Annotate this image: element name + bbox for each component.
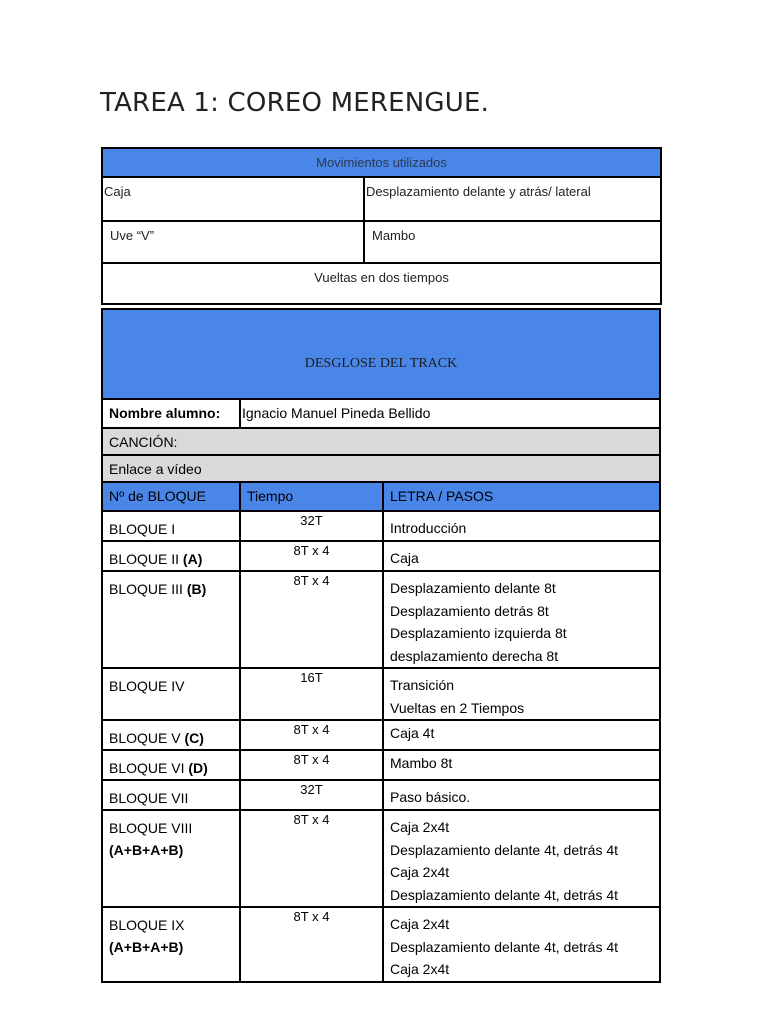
movimientos-table xyxy=(101,147,662,305)
pasos-cell xyxy=(383,720,660,750)
bloque-cell xyxy=(102,720,240,750)
paso-line: Caja 2x4t xyxy=(390,961,450,977)
bloque-cell xyxy=(102,780,240,810)
paso-line: Desplazamiento delante 8t xyxy=(390,580,556,596)
tiempo-cell: 32T xyxy=(240,780,383,810)
desglose-banner: DESGLOSE DEL TRACK xyxy=(102,309,660,399)
pasos-cell xyxy=(383,668,660,720)
desglose-table xyxy=(101,308,661,983)
bloque-name: BLOQUE IX xyxy=(109,917,185,933)
nombre-label: Nombre alumno: xyxy=(102,399,240,428)
column-header-bloque: Nº de BLOQUE xyxy=(102,482,240,511)
paso-line: Desplazamiento izquierda 8t xyxy=(390,625,567,641)
tiempo-cell: 8T x 4 xyxy=(240,750,383,780)
movimiento-cell: Mambo xyxy=(364,221,661,263)
bloque-cell xyxy=(102,907,240,982)
bloque-cell xyxy=(102,810,240,907)
bloque-cell xyxy=(102,511,240,541)
pasos-cell xyxy=(383,541,660,571)
paso-line: desplazamiento derecha 8t xyxy=(390,647,559,664)
tiempo-cell: 8T x 4 xyxy=(240,571,383,668)
table-row xyxy=(102,571,660,668)
column-header-pasos: LETRA / PASOS xyxy=(383,482,660,511)
movimiento-cell: Desplazamiento delante y atrás/ lateral xyxy=(364,177,661,221)
table-row xyxy=(102,780,660,810)
bloques-body xyxy=(102,511,660,982)
pasos-cell xyxy=(383,750,660,780)
tiempo-cell: 8T x 4 xyxy=(240,810,383,907)
paso-line: Caja 2x4t xyxy=(390,916,450,932)
pasos-cell xyxy=(383,780,660,810)
bloque-name: BLOQUE VIII xyxy=(109,820,193,836)
bloque-name: BLOQUE IV xyxy=(109,678,185,694)
table-row xyxy=(102,907,660,982)
pasos-cell xyxy=(383,810,660,907)
bloque-letter: (A) xyxy=(182,551,203,567)
table-row xyxy=(102,750,660,780)
pasos-cell xyxy=(383,571,660,668)
table-row xyxy=(102,810,660,907)
paso-line: Introducción xyxy=(390,520,467,536)
movimiento-cell: Uve “V” xyxy=(102,221,364,263)
table-row xyxy=(102,720,660,750)
movimientos-header: Movimientos utilizados xyxy=(102,148,661,177)
paso-line: Mambo 8t xyxy=(390,755,453,771)
paso-line: Desplazamiento detrás 8t xyxy=(390,602,549,619)
paso-line: Caja 2x4t xyxy=(390,819,450,835)
paso-line: Paso básico. xyxy=(390,789,471,805)
bloque-letter: (B) xyxy=(186,581,207,597)
paso-line: Desplazamiento delante 4t, detrás 4t xyxy=(390,886,619,903)
tiempo-cell: 8T x 4 xyxy=(240,541,383,571)
bloque-name: BLOQUE I xyxy=(109,521,176,537)
movimiento-cell: Vueltas en dos tiempos xyxy=(102,263,661,304)
bloque-letter: (A+B+A+B) xyxy=(109,842,184,858)
paso-line: Caja 4t xyxy=(390,725,435,741)
bloque-name: BLOQUE VI xyxy=(109,760,189,776)
page-title: TAREA 1: COREO MERENGUE. xyxy=(100,88,490,118)
nombre-value: Ignacio Manuel Pineda Bellido xyxy=(240,399,660,428)
table-row xyxy=(102,668,660,720)
table-row xyxy=(102,511,660,541)
bloque-letter: (C) xyxy=(184,730,204,746)
tiempo-cell: 32T xyxy=(240,511,383,541)
bloque-cell xyxy=(102,668,240,720)
movimiento-cell: Caja xyxy=(102,177,364,221)
tiempo-cell: 16T xyxy=(240,668,383,720)
paso-line: Caja xyxy=(390,550,419,566)
bloque-cell xyxy=(102,750,240,780)
bloque-cell xyxy=(102,541,240,571)
bloque-name: BLOQUE VII xyxy=(109,790,189,806)
bloque-name: BLOQUE V xyxy=(109,730,185,746)
paso-line: Vueltas en 2 Tiempos xyxy=(390,699,525,716)
tiempo-cell: 8T x 4 xyxy=(240,720,383,750)
paso-line: Desplazamiento delante 4t, detrás 4t xyxy=(390,841,619,858)
bloque-name: BLOQUE III xyxy=(109,581,187,597)
column-header-tiempo: Tiempo xyxy=(240,482,383,511)
enlace-video-label: Enlace a vídeo xyxy=(102,455,660,482)
bloque-cell xyxy=(102,571,240,668)
paso-line: Desplazamiento delante 4t, detrás 4t xyxy=(390,938,619,955)
paso-line: Transición xyxy=(390,677,455,693)
pasos-cell xyxy=(383,511,660,541)
tiempo-cell: 8T x 4 xyxy=(240,907,383,982)
table-row xyxy=(102,541,660,571)
bloque-letter: (D) xyxy=(188,760,208,776)
paso-line: Caja 2x4t xyxy=(390,864,450,880)
cancion-label: CANCIÓN: xyxy=(102,428,660,455)
bloque-letter: (A+B+A+B) xyxy=(109,939,184,955)
pasos-cell xyxy=(383,907,660,982)
bloque-name: BLOQUE II xyxy=(109,551,183,567)
